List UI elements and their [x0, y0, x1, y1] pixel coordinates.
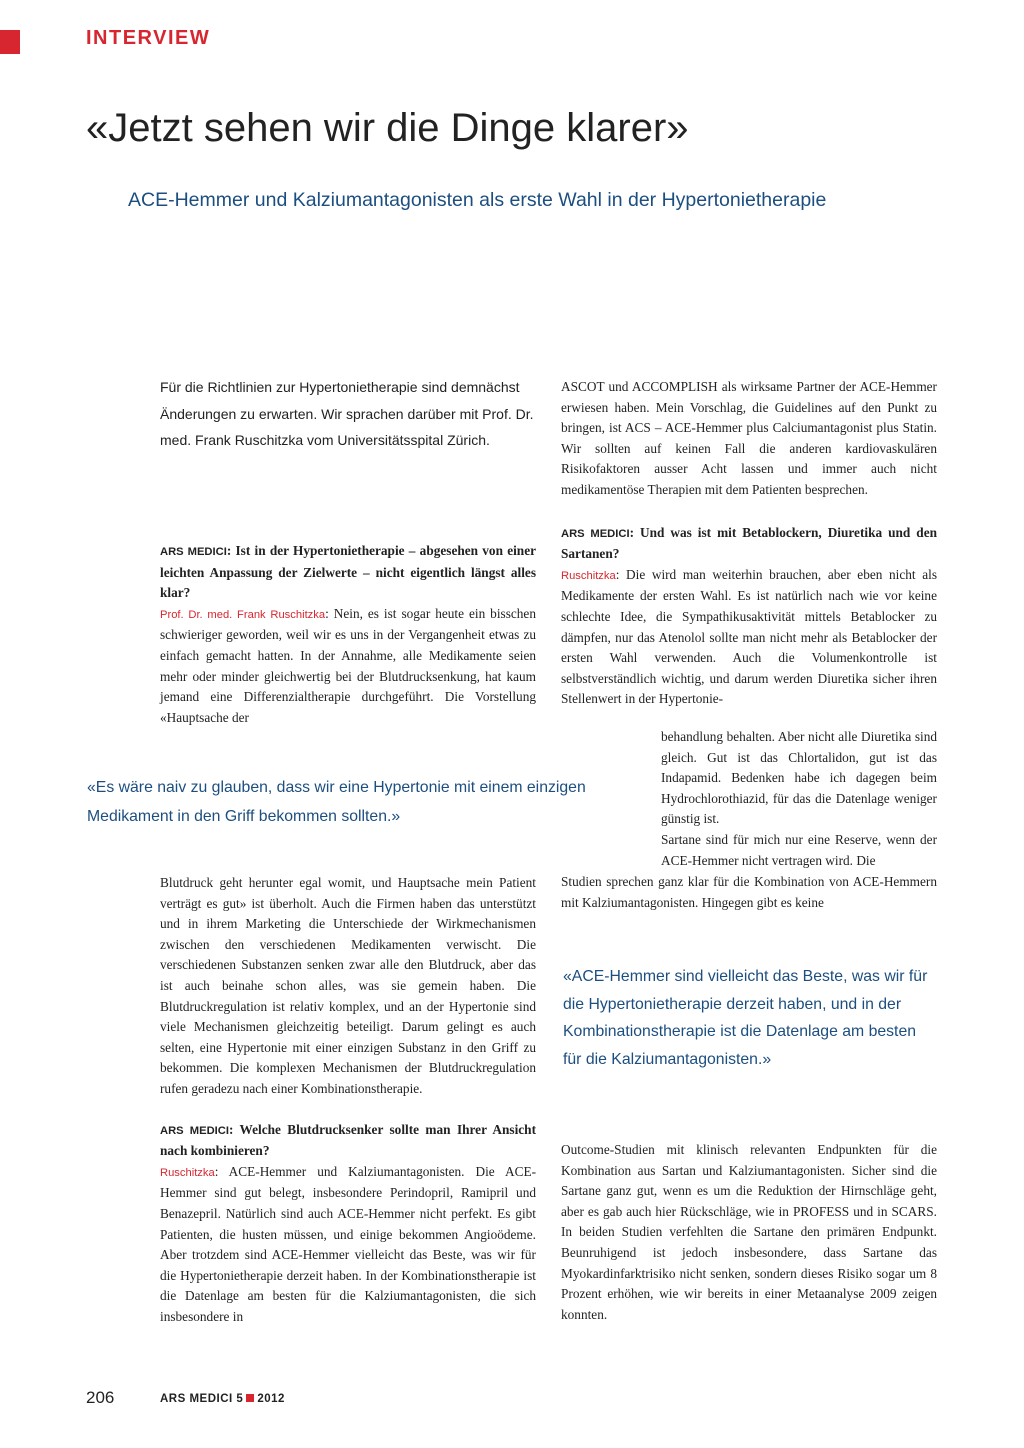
- left-column-lower: [160, 873, 536, 1327]
- answer-1-part-2: Blutdruck geht herunter egal womit, und Hauptsache mein Patient verträgt es gut» ist überholt. Auch die Firmen haben das unterstützt und in ihrem Marketing die Unterschiede der Wirkmechanismen zwischen den verschiedenen Medikamenten verwischt. Die verschiedenen Substanzen senken zwar alle den Blutdruck, aber das ist auch beinahe schon alles, was sie gemein haben. Die Blutdruckregulation ist relativ komplex, und an der Hypertonie sind viele Mechanismen gleichzeitig beteiligt. Darum gelingt es auch selten, eine Hypertonie mit einer einzigen Substanz in den Griff zu bekommen. Die komplexen Mechanismen der Blutdruckregulation rufen geradezu nach einer Kombinationstherapie.: [160, 875, 536, 1096]
- answer-2: Ruschitzka: ACE-Hemmer und Kalziumantagonisten. Die ACE-Hemmer sind gut belegt, insbesondere Perindopril, Ramipril und Benazepril. Natürlich sind auch ACE-Hemmer nicht perfekt. Es gibt Patienten, die husten müssen, und einige bekommen Angioödeme. Aber trotzdem sind ACE-Hemmer vielleicht das Beste, was wir für die Hypertonietherapie derzeit haben. In der Kombinationstherapie ist die Datenlage am besten für die Kalziumantagonisten, die sich insbesondere in: [160, 1163, 536, 1324]
- pull-quote-1: «Es wäre naiv zu glauben, dass wir eine Hypertonie mit einem einzigen Medikament in den Griff bekommen sollten.»: [87, 779, 586, 825]
- page-title: «Jetzt sehen wir die Dinge klarer»: [86, 106, 689, 150]
- paragraph-outcome-studies: Outcome-Studien mit klinisch relevanten Endpunkten für die Kombination aus Sartan und Kalziumantagonisten. Sicher sind die Sartane ganz gut, wenn es um die Reduktion der Hirnschläge geht, aber es gab auch hier Rückschläge, wie in PROFESS und in SCARS. In beiden Studien verfehlten die Sartane den primären Endpunkt. Beunruhigend ist jedoch insbesondere, dass Sartane das Myokardinfarktrisiko nicht senken, sondern dieses Risiko sogar um 8 Prozent erhöhen, wie wir bereits in einer Metaanalyse 2009 zeigen konnten.: [561, 1142, 937, 1322]
- footer-magazine: ARS MEDICI 5 2012: [160, 1393, 285, 1405]
- intro-text: Für die Richtlinien zur Hypertonietherapie sind demnächst Änderungen zu erwarten. Wir sprachen darüber mit Prof. Dr. med. Frank Ruschitzka vom Universitätsspital Zürich.: [160, 379, 534, 448]
- interviewer-label: ARS MEDICI: [561, 527, 630, 540]
- right-column-lower: [561, 1140, 937, 1325]
- right-column-upper: [561, 377, 937, 710]
- section-label: INTERVIEW: [86, 27, 211, 49]
- answer-3-narrow-block: [661, 727, 937, 871]
- section-marker: [0, 30, 20, 54]
- interviewer-label: ARS MEDICI: [160, 546, 227, 558]
- answer-3-continued: Studien sprechen ganz klar für die Kombination von ACE-Hemmern mit Kalziumantagonisten. Hingegen gibt es keine: [561, 874, 937, 910]
- question-2: ARS MEDICI: Welche Blutdrucksenker sollte man Ihrer Ansicht nach kombinieren?: [160, 1121, 536, 1159]
- paragraph-ascot: ASCOT und ACCOMPLISH als wirksame Partner der ACE-Hemmer erwiesen haben. Mein Vorschlag, die Guidelines auf den Punkt zu bringen, ist ACS – ACE-Hemmer plus Calciumantagonist plus Statin. Wir sollten auf keinen Fall die anderen kardiovaskulären Risikofaktoren ausser Acht lassen und immer auch nicht medikamentöse Therapien mit dem Patienten besprechen.: [561, 379, 937, 497]
- answer-3-full: Ruschitzka: Die wird man weiterhin brauchen, aber eben nicht als Medikamente der ersten Wahl. Es ist natürlich nach wie vor keine schlechte Idee, die Sympathikusaktivität mittels Betablocker zu dämpfen, nur das Atenolol sollte man nicht mehr als Betablocker der ersten Wahl verwenden. Auch die Volumenkontrolle ist selbstverständlich wichtig, und darum werden Diuretika sicher ihren Stellenwert in der Hypertonie-: [561, 566, 937, 707]
- left-column-upper: [160, 541, 536, 728]
- interviewee-label: Ruschitzka: [561, 569, 616, 582]
- interviewee-label: Ruschitzka: [160, 1166, 215, 1179]
- question-3: ARS MEDICI: Und was ist mit Betablockern, Diuretika und den Sartanen?: [561, 524, 937, 562]
- page-number: 206: [86, 1388, 115, 1407]
- answer-3-narrow: behandlung behalten. Aber nicht alle Diuretika sind gleich. Gut ist das Chlortalidon, gut ist das Indapamid. Bedenken habe ich dagegen beim Hydrochlorothiazid, für das die Datenlage weniger günstig ist.: [661, 729, 937, 827]
- interviewer-label: ARS MEDICI: [160, 1124, 229, 1137]
- question-1: ARS MEDICI: Ist in der Hypertonietherapie – abgesehen von einer leichten Anpassung der Zielwerte – nicht eigentlich längst alles klar?: [160, 543, 536, 601]
- page-subtitle: ACE-Hemmer und Kalziumantagonisten als erste Wahl in der Hypertonietherapie: [128, 189, 827, 211]
- separator-square: [246, 1394, 254, 1402]
- interviewee-label: Prof. Dr. med. Frank Ruschitzka: [160, 608, 326, 621]
- answer-1-part-1: Prof. Dr. med. Frank Ruschitzka: Nein, es ist sogar heute ein bisschen schwieriger geworden, weil wir es uns in der Vergangenheit etwas zu einfach gemacht hatten. In der Annahme, alle Medikamente seien mehr oder minder gleichwertig bei der Blutdrucksenkung, hat kaum jemand eine Differenzialtherapie durchgeführt. Die Vorstellung «Hauptsache der: [160, 605, 536, 725]
- answer-3-narrow-2: Sartane sind für mich nur eine Reserve, wenn der ACE-Hemmer nicht vertragen wird. Die: [661, 831, 937, 868]
- pull-quote-2: «ACE-Hemmer sind vielleicht das Beste, was wir für die Hypertonietherapie derzeit haben, und in der Kombinationstherapie ist die Datenlage am besten für die Kalziumantagonisten.»: [563, 968, 928, 1068]
